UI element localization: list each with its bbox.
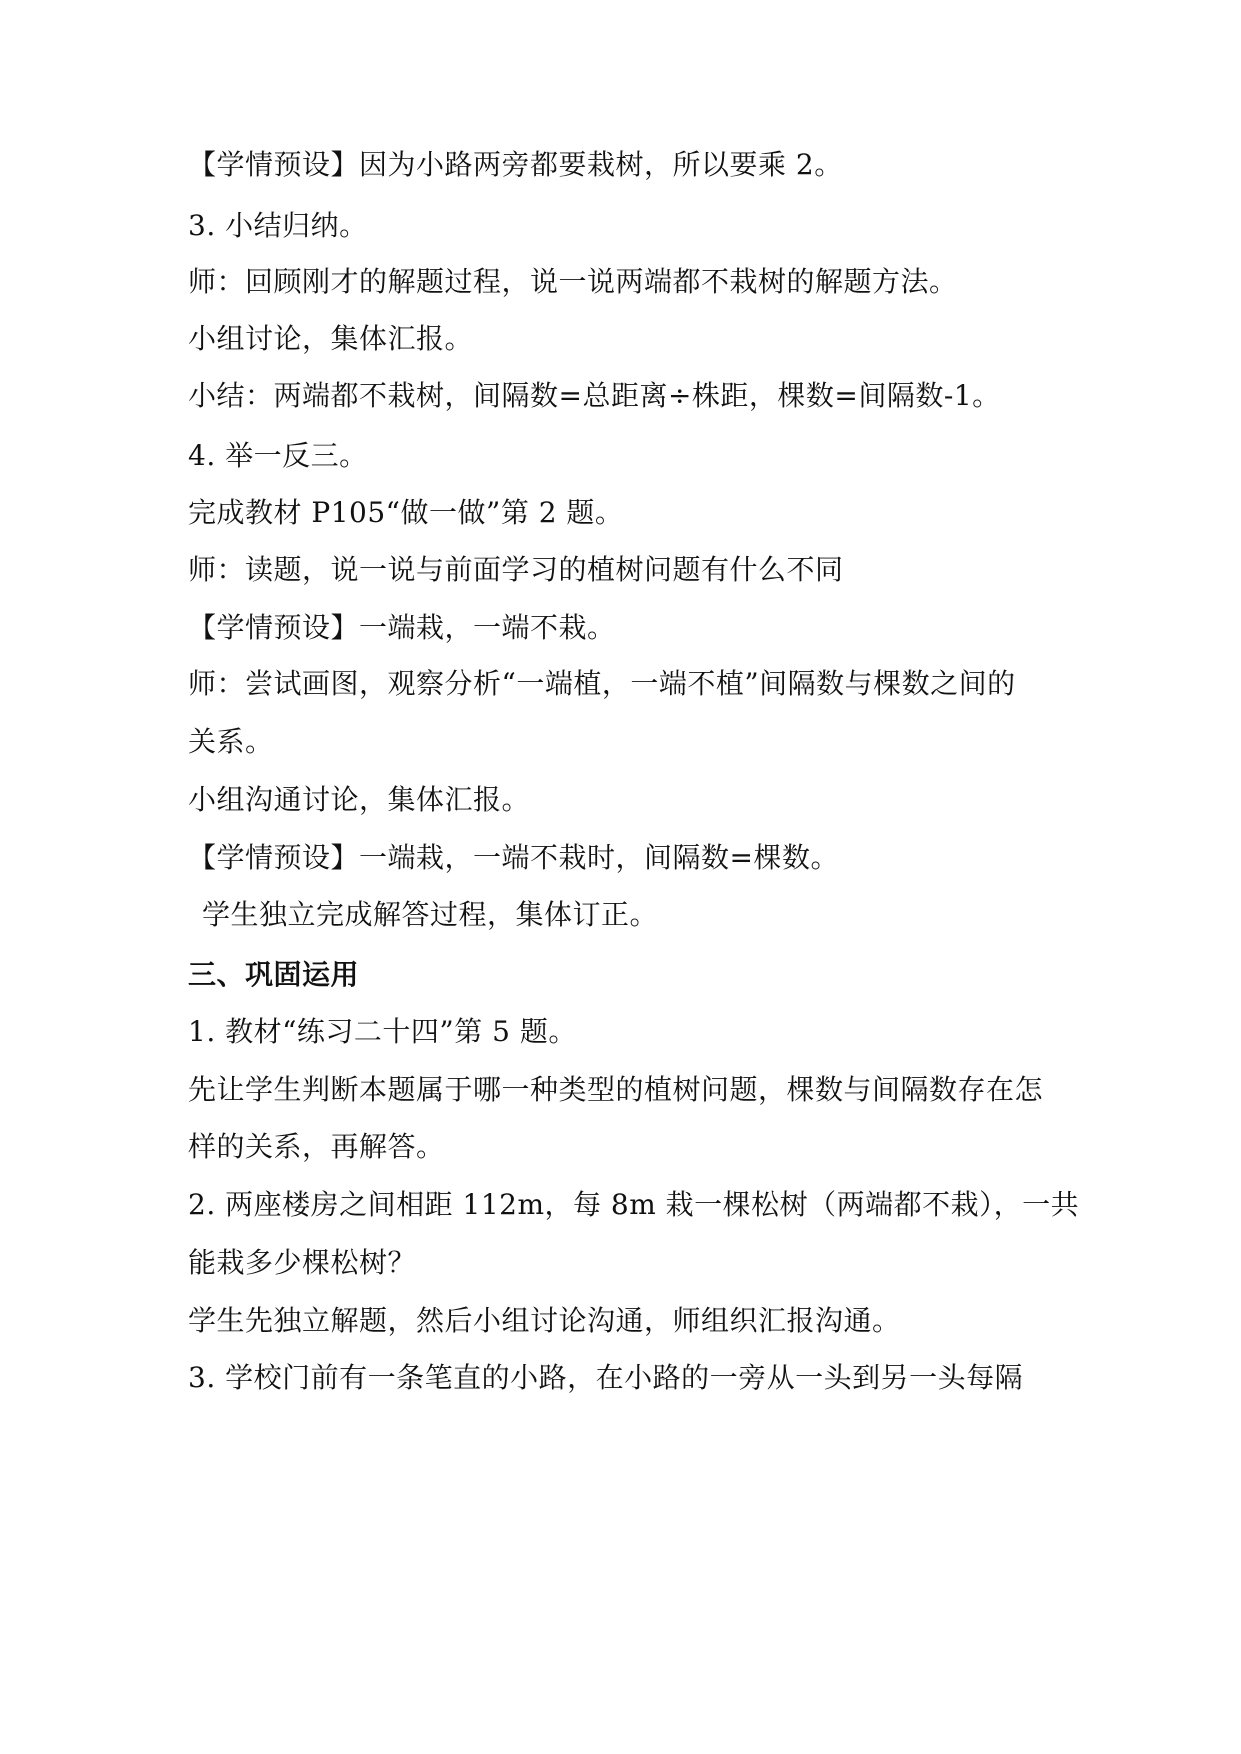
paragraph-line: 完成教材 P105“做一做”第 2 题。 (188, 496, 624, 529)
exercise-item: 1. 教材“练习二十四”第 5 题。 (188, 1015, 577, 1048)
exercise-item: 2. 两座楼房之间相距 112m，每 8m 栽一棵松树（两端都不栽），一共 (188, 1188, 1080, 1221)
paragraph-line: 学生先独立解题，然后小组讨论沟通，师组织汇报沟通。 (188, 1304, 901, 1337)
step-heading: 3. 小结归纳。 (188, 209, 368, 242)
paragraph-line: 师：尝试画图，观察分析“一端植，一端不植”间隔数与棵数之间的 (188, 667, 1016, 700)
section-heading: 三、巩固运用 (188, 958, 360, 991)
paragraph-line: 先让学生判断本题属于哪一种类型的植树问题，棵数与间隔数存在怎 (188, 1073, 1044, 1106)
paragraph-line: 小组讨论，集体汇报。 (188, 322, 474, 355)
paragraph-line: 师：回顾刚才的解题过程，说一说两端都不栽树的解题方法。 (188, 265, 958, 298)
step-heading: 4. 举一反三。 (188, 439, 368, 472)
paragraph-line: 样的关系，再解答。 (188, 1130, 445, 1163)
paragraph-line: 【学情预设】一端栽，一端不栽时，间隔数=棵数。 (188, 841, 839, 874)
paragraph-line: 小组沟通讨论，集体汇报。 (188, 783, 531, 816)
paragraph-line: 【学情预设】因为小路两旁都要栽树，所以要乘 2。 (188, 148, 843, 181)
paragraph-line: 师：读题，说一说与前面学习的植树问题有什么不同 (188, 553, 844, 586)
exercise-item: 3. 学校门前有一条笔直的小路，在小路的一旁从一头到另一头每隔 (188, 1361, 1024, 1394)
paragraph-line: 【学情预设】一端栽，一端不栽。 (188, 611, 616, 644)
paragraph-line: 小结：两端都不栽树，间隔数=总距离÷株距，棵数=间隔数-1。 (188, 379, 1001, 412)
paragraph-line: 能栽多少棵松树？ (188, 1246, 417, 1279)
paragraph-line: 学生独立完成解答过程，集体订正。 (202, 898, 659, 931)
paragraph-line: 关系。 (188, 725, 274, 758)
